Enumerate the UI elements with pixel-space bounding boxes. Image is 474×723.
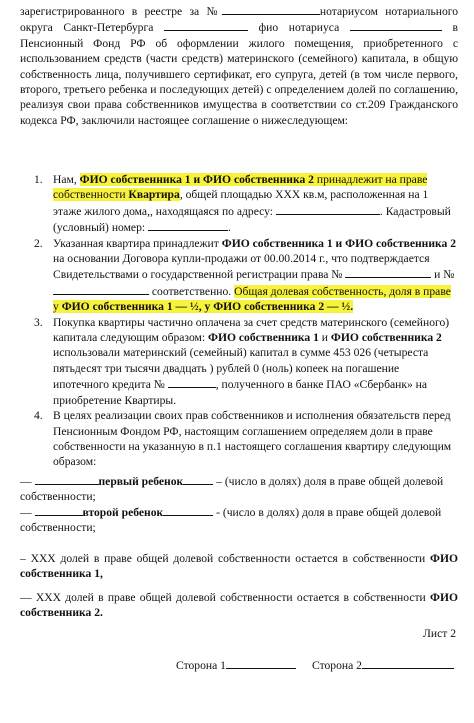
item-number: 1. bbox=[34, 173, 43, 186]
owner-1-name: ФИО собственника 1, bbox=[20, 552, 458, 581]
item-text: Указанная квартира принадлежит bbox=[53, 236, 222, 250]
item-text: Общая долевая собственность, доля в праве у bbox=[53, 284, 451, 314]
item-number: 4. bbox=[34, 409, 43, 423]
item-text: , полученного в банке ПАО «Сбербанк» на приобретение Квартиры. bbox=[53, 378, 428, 407]
intro-text-3: фио нотариуса bbox=[258, 21, 340, 35]
blank-field bbox=[222, 3, 320, 15]
child-label: первый ребенок bbox=[98, 475, 184, 488]
item-text: В целях реализации своих прав собственников и исполнения обязательств перед Пенсионным Фондом РФ, настоящим соглашением определяем доли в праве собственности на указанную в п.1 настоящего соглашения квартиру следующим образом: bbox=[53, 409, 452, 469]
blank-field bbox=[164, 19, 248, 31]
intro-text-4: в Пенсионный Фонд РФ об оформлении жилого помещения, приобретенного с использованием средств (части средств) материнского (семейного) капитала, в общую собственность лица, получившего сертификат, его супруга, детей (в том числе первого, второго, третьего ребенка и последующих детей) с определением долей по соглашению, реализуя свои права собственников имущества в соответствии со ст.209 Гражданского кодекса РФ, заключили настоящее соглашение о нижеследующем: bbox=[20, 21, 458, 127]
child-label: второй ребенок bbox=[82, 506, 164, 519]
intro-paragraph bbox=[20, 3, 458, 128]
signature-side-2 bbox=[312, 657, 454, 673]
share-statement: ФИО собственника 1 — ½, у ФИО собственника 2 — ½. bbox=[61, 300, 354, 314]
signature-line bbox=[362, 657, 454, 669]
blank-field bbox=[276, 203, 380, 215]
item-text: использовали материнский (семейный) капитал в сумме 453 026 (четыреста пятьдесят три тысячи двадцать ) рублей 0 (ноль) копеек на погашение ипотечного кредита № bbox=[53, 346, 429, 392]
item-text: принадлежит на праве собственности bbox=[53, 173, 428, 202]
share-text: – (число в долях) доля в праве общей долевой собственности; bbox=[20, 475, 444, 504]
blank-field bbox=[163, 504, 213, 516]
dash: — bbox=[20, 506, 32, 519]
sheet-number: Лист 2 bbox=[423, 627, 456, 640]
item-number: 3. bbox=[34, 315, 43, 329]
list-item bbox=[20, 172, 458, 236]
signature-side-1 bbox=[176, 657, 296, 673]
blank-field bbox=[183, 473, 213, 485]
share-text: - (число в долях) доля в праве общей долевой собственности; bbox=[20, 506, 442, 535]
item-text: на основании Договора купли-продажи от 00.00.2014 г., что подтверждается Свидетельствами о государственной регистрации права № bbox=[53, 252, 430, 282]
item-text: и bbox=[318, 331, 331, 345]
intro-text-1: зарегистрированного в реестре за № bbox=[20, 5, 222, 18]
signature-line bbox=[226, 657, 296, 669]
numbered-list bbox=[20, 172, 458, 470]
blank-field bbox=[53, 283, 149, 295]
item-text: , общей площадью ХХХ кв.м, расположенная на 1 этаже жилого дома,, находящаяся по адресу: bbox=[53, 188, 429, 218]
owner-2-name: ФИО собственника 2. bbox=[20, 591, 458, 620]
remaining-share-1 bbox=[20, 551, 458, 582]
blank-field bbox=[35, 504, 83, 516]
remain-text: – ХХХ долей в праве общей долевой собственности остается в собственности bbox=[20, 552, 430, 565]
share-line-second bbox=[20, 504, 458, 536]
item-text: . Кадастровый (условный) номер: bbox=[53, 204, 451, 235]
remaining-share-2 bbox=[20, 590, 458, 621]
side-label: Сторона 1 bbox=[176, 659, 226, 672]
remain-text: — ХХХ долей в праве общей долевой собственности остается в собственности bbox=[20, 591, 430, 604]
owner-2-name: ФИО собственника 2 bbox=[330, 331, 442, 345]
share-line-first bbox=[20, 473, 458, 505]
list-item bbox=[20, 408, 458, 470]
blank-field bbox=[350, 19, 442, 31]
blank-field bbox=[345, 266, 431, 278]
item-text: соответственно. bbox=[149, 284, 235, 298]
item-number: 2. bbox=[34, 236, 43, 250]
list-item bbox=[20, 315, 458, 408]
list-item bbox=[20, 236, 458, 315]
blank-field bbox=[35, 473, 99, 485]
property-name: Квартира bbox=[128, 188, 180, 202]
blank-field bbox=[148, 219, 228, 231]
item-text: Нам, bbox=[53, 173, 80, 186]
item-text: Покупка квартиры частично оплачена за счет средств материнского (семейного) капитала следующим образом: bbox=[53, 315, 450, 345]
dash: — bbox=[20, 475, 32, 488]
owners-name: ФИО собственника 1 и ФИО собственника 2 bbox=[79, 173, 314, 186]
item-text: . bbox=[228, 221, 231, 235]
side-label: Сторона 2 bbox=[312, 659, 362, 672]
owners-name: ФИО собственника 1 и ФИО собственника 2 bbox=[221, 236, 457, 250]
owner-1-name: ФИО собственника 1 bbox=[207, 331, 319, 345]
item-text: и № bbox=[431, 268, 455, 282]
intro-text-2: нотариусом нотариального округа Санкт-Петербурга bbox=[20, 5, 459, 35]
blank-field bbox=[168, 376, 216, 388]
